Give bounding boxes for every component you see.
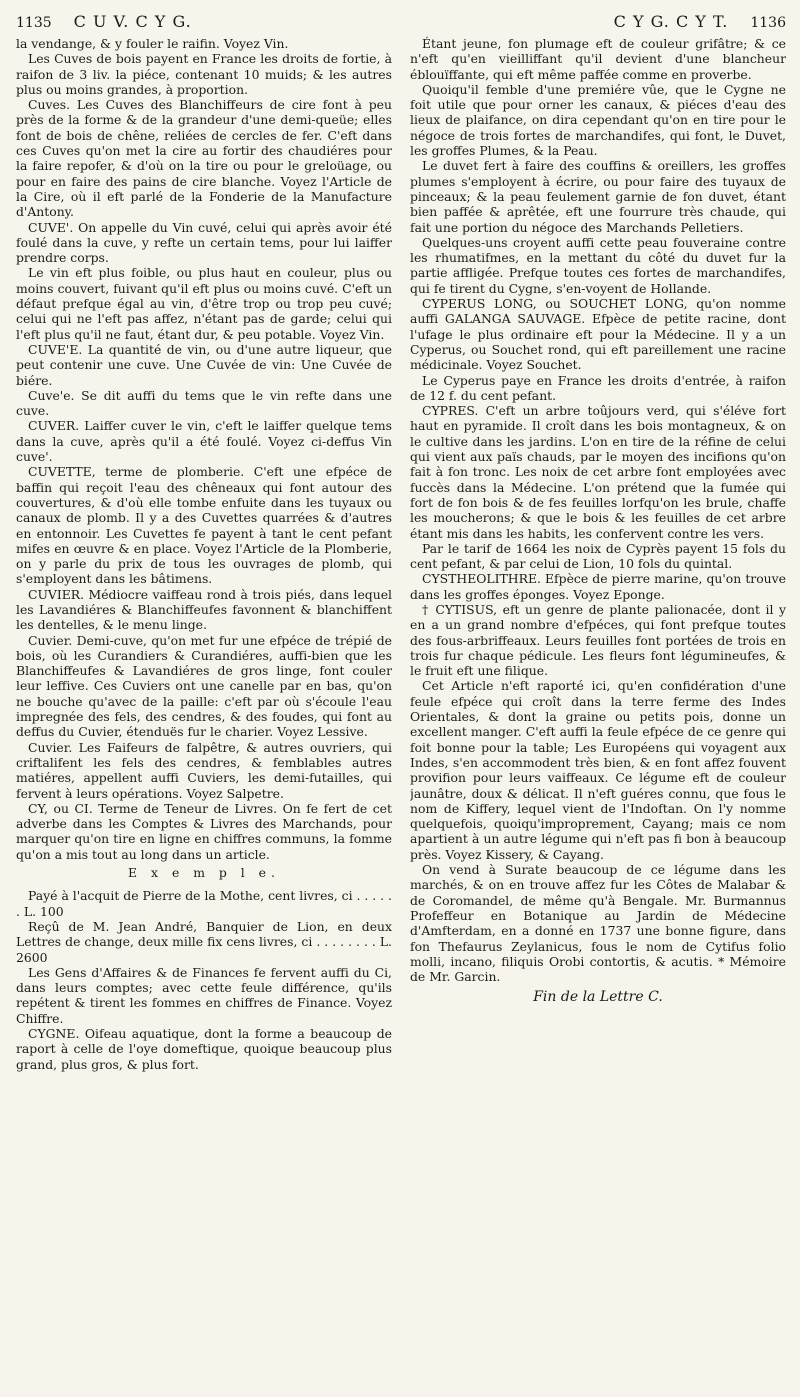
entry-paragraph: Quoiqu'il femble d'une premiére vûe, que le Cygne ne foit utile que pour orner les canaux, & piéces d'eau des lieux de plaifance, on dira cependant qu'on en tire pour le négoce de trois fortes de marchandifes, qui font, le Duvet, les groffes Plumes, & la Peau.	[410, 81, 786, 159]
entry-paragraph: Cuvier. Demi-cuve, qu'on met fur une efpéce de trépié de bois, où les Curandiers & Curandiéres, auffi-bien que les Blanchiffeufes & Lavandiéres de gros linge, font couler leur leffive. Ces Cuviers ont une canelle par en bas, qu'on ne bouche qu'avec de la paille: c'eft par où s'écoule l'eau impregnée des fels, des cendres, & des foudes, qui font au deffus du Cuvier, étenduës fur le charier. Voyez Lessive.	[16, 632, 392, 740]
entry-paragraph: Le duvet fert à faire des couffins & oreillers, les groffes plumes s'employent à écrire, ou pour faire des tuyaux de pinceaux; & la peau feulement garnie de fon duvet, étant bien paffée & aprêtée, eft une fourrure très chaude, qui fait une portion du négoce des Marchands Pelletiers.	[410, 158, 786, 235]
right-header	[406, 12, 786, 31]
entry-paragraph: Quelques-uns croyent auffi cette peau fouveraine contre les rhumatifmes, en la mettant du côté du duvet fur la partie affligée. Prefque toutes ces fortes de marchandifes, qui fe tirent du Cygne, s'en-voyent de Hollande.	[410, 234, 786, 296]
entry-paragraph: CYPRES. C'eft un arbre toûjours verd, qui s'éléve fort haut en pyramide. Il croît dans les bois montagneux, & on le cultive dans les jardins. L'on en tire de la réfine de celui qui vient aux païs chauds, par le moyen des incifions qu'on fait à fon tronc. Les noix de cet arbre font employées avec fuccès dans la Médecine. L'on prétend que la fumée qui fort de fon bois & de fes feuilles lorfqu'on les brule, chaffe les moucherons; & que le bois & les feuilles de cet arbre étant mis dans les habits, les confervent contre les vers.	[410, 403, 786, 541]
ledger-entry: Reçû de M. Jean André, Banquier de Lion, en deux Lettres de change, deux mille fix cens livres, ci . . . . . . . . L. 2600	[16, 918, 392, 965]
entry-paragraph: CUVE'. On appelle du Vin cuvé, celui qui après avoir été foulé dans la cuve, y refte un certain tems, pour lui laiffer prendre corps.	[16, 219, 392, 266]
entry-paragraph: CUVETTE, terme de plomberie. C'eft une efpéce de baffin qui reçoit l'eau des chêneaux qui font autour des couvertures, & d'où elle tombe enfuite dans les tuyaux ou canaux de plomb. Il y a des Cuvettes quarrées & d'autres en entonnoir. Les Cuvettes fe payent à tant le cent pefant mifes en œuvre & en place. Voyez l'Article de la Plomberie, on y parle du prix de tous les ouvrages de plomb, qui s'employent dans les bâtimens.	[16, 464, 392, 587]
ledger-entry: Payé à l'acquit de Pierre de la Mothe, cent livres, ci . . . . . . L. 100	[16, 888, 392, 919]
entry-paragraph: la vendange, & y fouler le raifin. Voyez Vin.	[16, 36, 289, 51]
left-page-number: 1135	[16, 15, 52, 31]
entry-paragraph: CUVER. Laiffer cuver le vin, c'eft le laiffer quelque tems dans la cuve, après qu'il a été foulé. Voyez ci-deffus Vin cuve'.	[16, 418, 392, 465]
entry-paragraph: On vend à Surate beaucoup de ce légume dans les marchés, & on en trouve affez fur les Côtes de Malabar & de Coromandel, de même qu'à Bengale. Mr. Burmannus Profeffeur en Botanique au Jardin de Médecine d'Amfterdam, en a donné en 1737 une bonne figure, dans fon Thefaurus Zeylanicus, fous le nom de Cytifus folio molli, incano, filiquis Orobi contortis, & acutis. * Mémoire de Mr. Garcin.	[410, 862, 786, 985]
entry-paragraph: Cuves. Les Cuves des Blanchiffeurs de cire font à peu près de la forme & de la grandeur d'une demi-queüe; elles font de bois de chêne, reliées de cercles de fer. C'eft dans ces Cuves qu'on met la cire au fortir des chaudiéres pour la faire repofer, & d'où on la tire ou pour le greloüage, ou pour en faire des pains de cire blanche. Voyez l'Article de la Cire, où il eft parlé de la Fonderie de la Manufacture d'Antony.	[16, 97, 392, 220]
entry-paragraph: CYSTHEOLITHRE. Efpèce de pierre marine, qu'on trouve dans les groffes éponges. Voyez Eponge.	[410, 571, 786, 602]
entry-paragraph: CYPERUS LONG, ou SOUCHET LONG, qu'on nomme auffi GALANGA SAUVAGE. Efpèce de petite racine, dont l'ufage le plus ordinaire eft pour la Médecine. Il y a un Cyperus, ou Souchet rond, qui eft pareillement une racine médicinale. Voyez Souchet.	[410, 296, 786, 373]
right-running-title: C Y G. C Y T.	[613, 12, 729, 31]
entry-paragraph: Les Cuves de bois payent en France les droits de fortie, à raifon de 3 liv. la piéce, contenant 10 muids; & les autres plus ou moins grandes, à proportion.	[16, 51, 392, 97]
entry-paragraph: CYGNE. Oifeau aquatique, dont la forme a beaucoup de raport à celle de l'oye domeftique, quoique beaucoup plus grand, plus gros, & plus fort.	[16, 1026, 392, 1072]
page-header	[16, 12, 786, 32]
entry-paragraph: CUVE'E. La quantité de vin, ou d'une autre liqueur, que peut contenir une cuve. Une Cuvée de vin: Une Cuvée de biére.	[16, 341, 392, 388]
entry-paragraph: Les Gens d'Affaires & de Finances fe fervent auffi du Ci, dans leurs comptes; avec cette feule différence, qu'ils repétent & tirent les fommes en chiffres de Finance. Voyez Chiffre.	[16, 964, 392, 1026]
entry-paragraph: Par le tarif de 1664 les noix de Cyprès payent 15 fols du cent pefant, & par celui de Lion, 10 fols du quintal.	[410, 540, 786, 572]
right-page-number: 1136	[750, 15, 786, 31]
entry-paragraph: Cuvier. Les Faifeurs de falpêtre, & autres ouvriers, qui criftalifent les fels des cendres, & femblables autres matiéres, appellent auffi Cuviers, les demi-futailles, qui fervent à leurs opérations. Voyez Salpetre.	[16, 739, 392, 801]
entry-paragraph: Cuve'e. Se dit auffi du tems que le vin refte dans une cuve.	[16, 387, 392, 419]
left-header	[16, 12, 396, 31]
example-heading: E x e m p l e.	[128, 865, 280, 881]
entry-paragraph: Étant jeune, fon plumage eft de couleur grifâtre; & ce n'eft qu'en vieilliffant qu'il devient d'une blancheur éblouïffante, qui eft même paffée comme en proverbe.	[410, 36, 786, 82]
entry-paragraph: CUVIER. Médiocre vaiffeau rond à trois piés, dans lequel les Lavandiéres & Blanchiffeufes favonnent & blanchiffent les dentelles, & le menu linge.	[16, 586, 392, 633]
left-column	[16, 36, 392, 1072]
entry-paragraph: † CYTISUS, eft un genre de plante palionacée, dont il y en a un grand nombre d'efpéces, qui font prefque toutes des fous-arbriffeaux. Leurs feuilles font portées de trois en trois fur chaque pédicule. Les fleurs font légumineufes, & le fruit eft une filique.	[410, 601, 786, 679]
entry-paragraph: Le vin eft plus foible, ou plus haut en couleur, plus ou moins couvert, fuivant qu'il eft plus ou moins cuvé. C'eft un défaut prefque égal au vin, d'être trop ou trop peu cuvé; celui qui ne l'eft pas affez, n'étant pas de garde; celui qui l'eft plus qu'il ne faut, étant dur, & peu potable. Voyez Vin.	[16, 265, 392, 342]
entry-paragraph: Le Cyperus paye en France les droits d'entrée, à raifon de 12 f. du cent pefant.	[410, 372, 786, 403]
entry-paragraph: CY, ou CI. Terme de Teneur de Livres. On fe fert de cet adverbe dans les Comptes & Livres des Marchands, pour marquer qu'on tire en ligne en chiffres communs, la fomme qu'on a mis tout au long dans un article.	[16, 800, 392, 862]
end-of-letter: Fin de la Lettre C.	[533, 989, 663, 1006]
right-column	[410, 36, 786, 1072]
entry-paragraph: Cet Article n'eft raporté ici, qu'en confidération d'une feule efpéce qui croît dans la terre ferme des Indes Orientales, & dont la graine ou petits pois, donne un excellent manger. C'eft auffi la feule efpéce de ce genre qui foit bonne pour la table; Les Européens qui voyagent aux Indes, s'en accommodent très bien, & en font affez fouvent provifion pour leurs vaiffeaux. Ce légume eft de couleur jaunâtre, doux & délicat. Il n'eft guéres connu, que fous le nom de Kiffery, lequel vient de l'Indoftan. On l'y nomme quelquefois, quoiqu'improprement, Cayang; mais ce nom apartient à un autre légume qui n'eft pas fi bon à beaucoup près. Voyez Kissery, & Cayang.	[410, 678, 786, 862]
left-running-title: C U V. C Y G.	[73, 12, 192, 31]
